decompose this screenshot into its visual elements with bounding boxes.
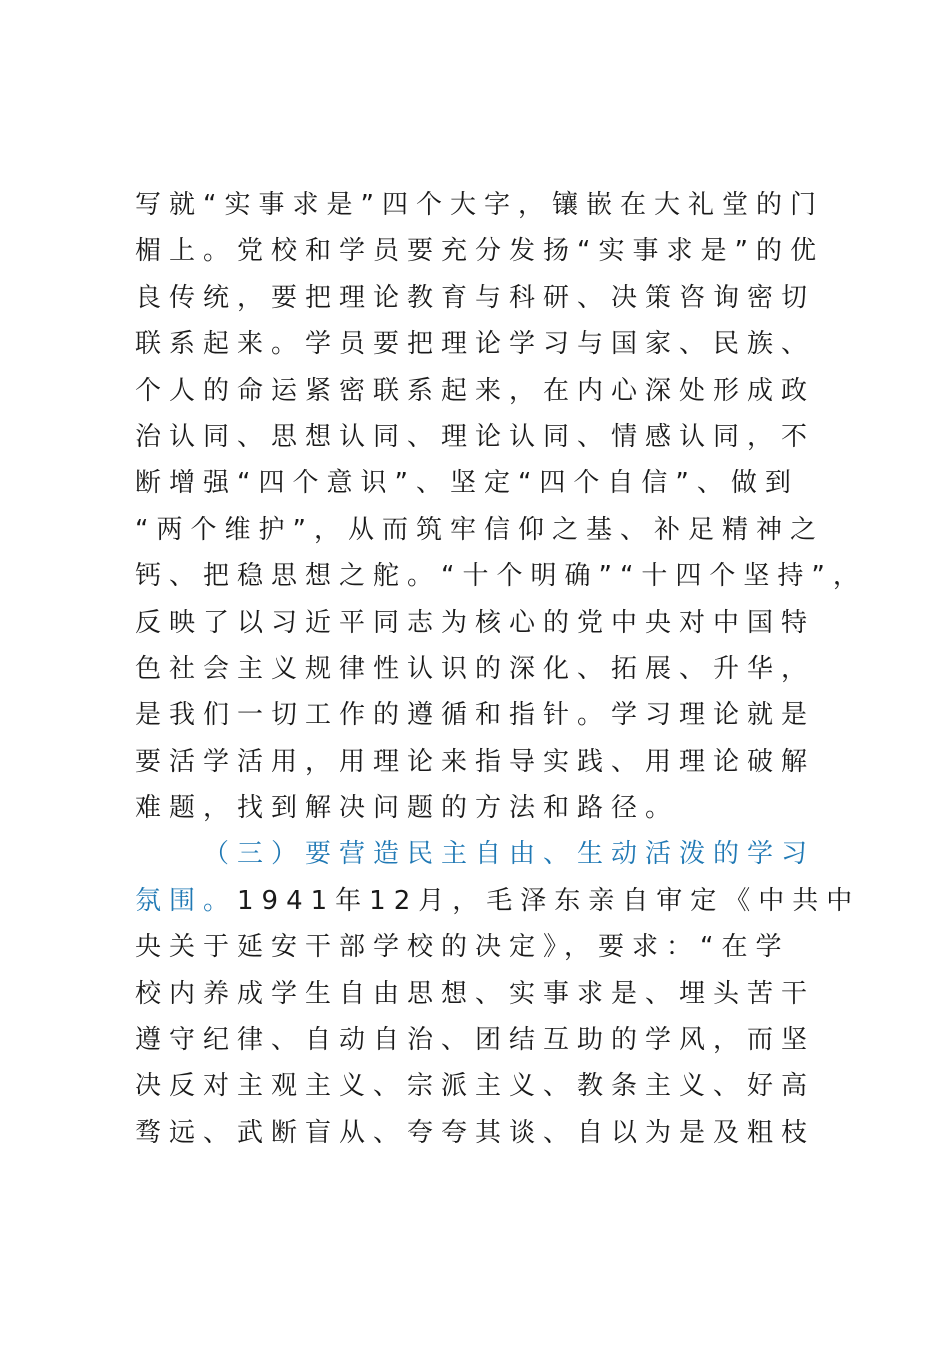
text-segment: 1941年12月，毛泽东亲自审定《中共中: [237, 885, 861, 916]
text-line: 写就“实事求是”四个大字，镶嵌在大礼堂的门: [135, 190, 824, 220]
body-text: [135, 182, 867, 1156]
text-line: 要活学活用，用理论来指导实践、用理论破解: [135, 746, 816, 777]
text-line: 央关于延安干部学校的决定》，要求：“在学: [135, 932, 790, 963]
text-line: 个人的命运紧密联系起来，在内心深处形成政: [135, 375, 816, 406]
text-line: 骛远、武断盲从、夸夸其谈、自以为是及粗枝: [135, 1117, 816, 1148]
text-line: “两个维护”，从而筑牢信仰之基、补足精神之: [135, 514, 824, 545]
text-line: 遵守纪律、自动自治、团结互助的学风，而坚: [135, 1025, 816, 1056]
text-line: 治认同、思想认同、理论认同、情感认同，不: [135, 421, 816, 452]
text-line-mixed: [135, 878, 861, 924]
text-line: 色社会主义规律性认识的深化、拓展、升华，: [135, 653, 816, 684]
text-line: 是我们一切工作的遵循和指针。学习理论就是: [135, 700, 816, 731]
text-line: 难题，找到解决问题的方法和路径。: [135, 793, 680, 824]
text-line: 联系起来。学员要把理论学习与国家、民族、: [135, 329, 816, 360]
text-line: 反映了以习近平同志为核心的党中央对中国特: [135, 607, 816, 638]
text-line: 决反对主观主义、宗派主义、教条主义、好高: [135, 1071, 816, 1102]
section-heading: （三）要营造民主自由、生动活泼的学习: [203, 839, 816, 870]
section-heading-tail: 氛围。: [135, 885, 238, 916]
text-line: 断增强“四个意识”、坚定“四个自信”、做到: [135, 468, 799, 499]
text-line: 校内养成学生自由思想、实事求是、埋头苦干: [135, 978, 816, 1009]
text-line: 良传统，要把理论教育与科研、决策咨询密切: [135, 282, 816, 313]
text-line: 楣上。党校和学员要充分发扬“实事求是”的优: [135, 236, 824, 267]
text-line: 钙、把稳思想之舵。“十个明确”“十四个坚持”，: [135, 561, 867, 592]
